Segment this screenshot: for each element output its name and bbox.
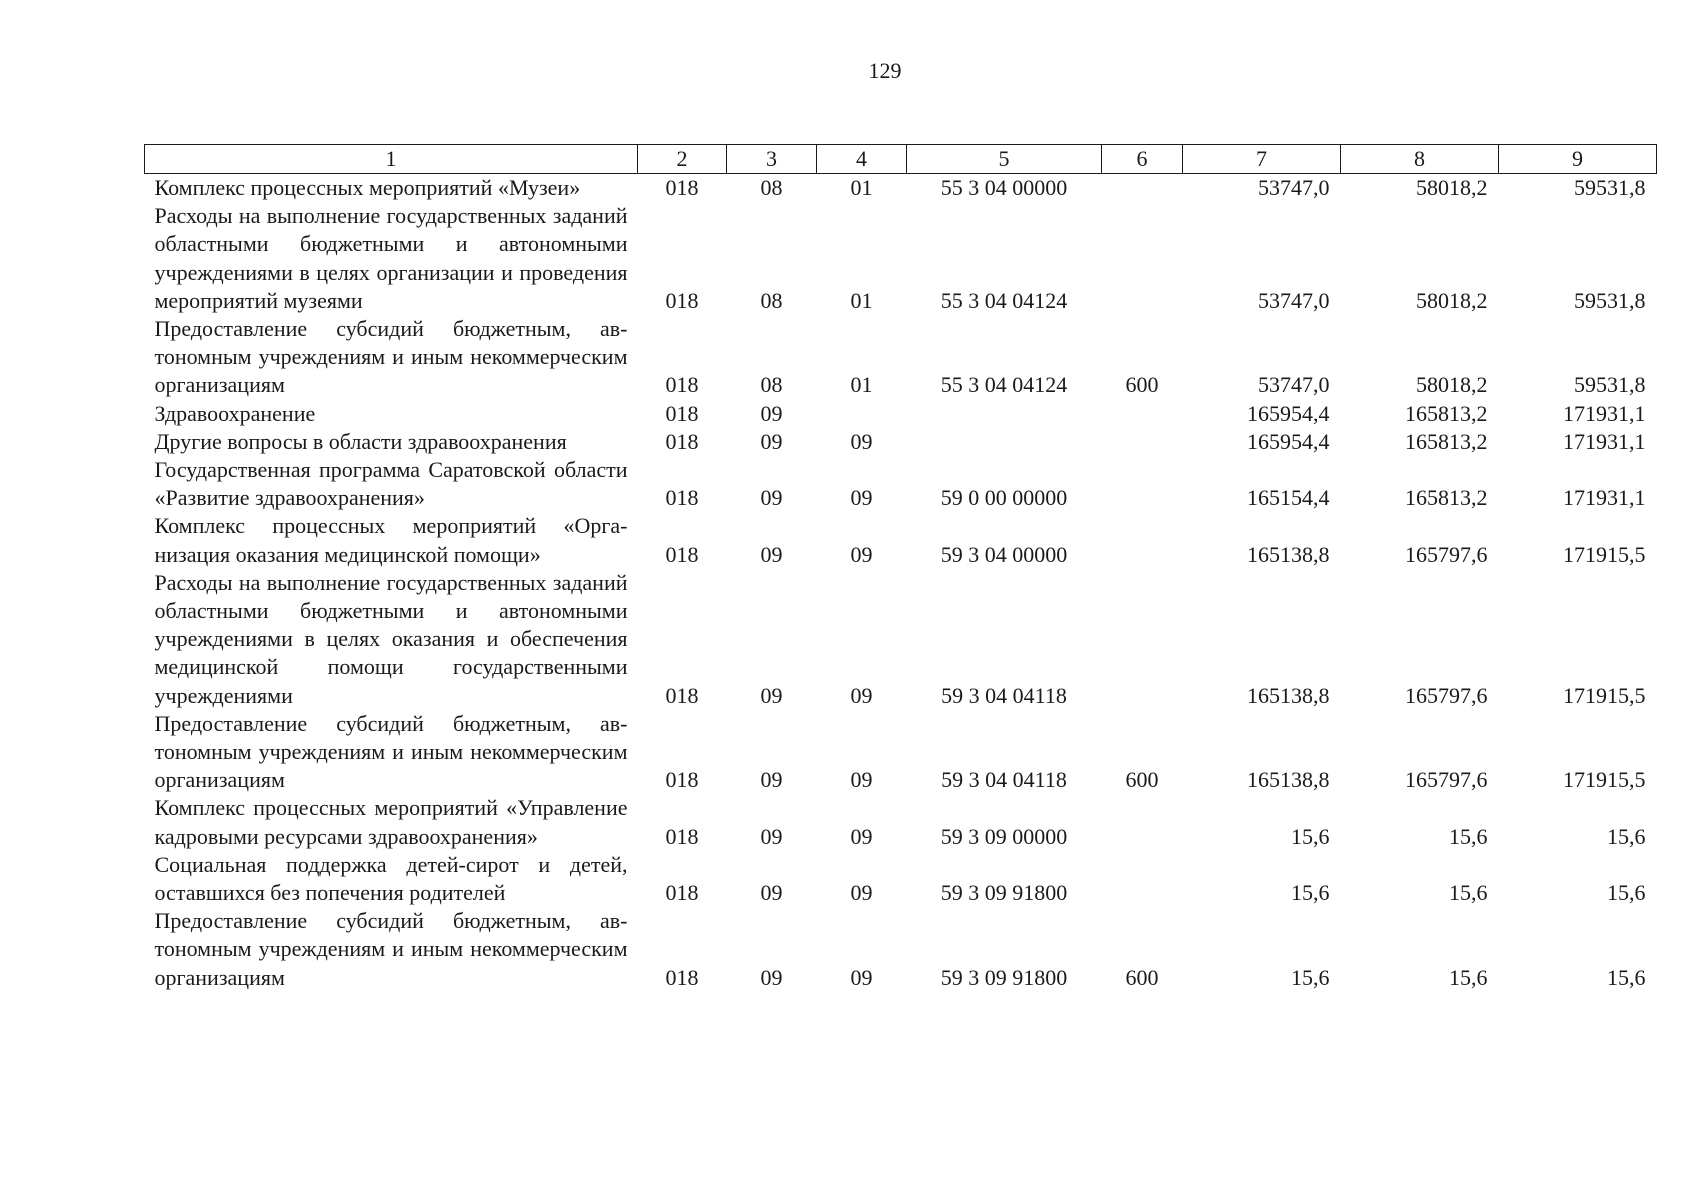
amount-col-7: 165154,4 [1247, 485, 1330, 511]
amount-col-9: 59531,8 [1574, 372, 1646, 398]
column-header-3: 3 [727, 145, 817, 174]
expense-type-code: 600 [1125, 767, 1159, 793]
table-header-row [145, 145, 1657, 174]
target-article-code: 59 3 04 04118 [941, 682, 1067, 708]
section-code: 09 [760, 880, 783, 906]
column-header-8: 8 [1341, 145, 1499, 174]
amount-col-8: 165797,6 [1405, 541, 1488, 567]
expense-name: Расходы на выполнение государственных заданий областными бюджетными и автономными учреждениями в целях оказания и обеспечения медицинской помощи государственными учреждениями [154, 569, 628, 708]
table-row [145, 512, 1657, 568]
expense-name: Комплекс процессных мероприятий «Музеи» [154, 175, 581, 200]
budget-table [144, 144, 1657, 992]
amount-col-8: 165813,2 [1405, 485, 1488, 511]
expense-type-code [1102, 400, 1183, 428]
table-row [145, 794, 1657, 850]
amount-col-9: 59531,8 [1574, 287, 1646, 313]
amount-col-9: 59531,8 [1574, 175, 1646, 200]
amount-col-7: 15,6 [1291, 823, 1330, 849]
table-row [145, 569, 1657, 710]
expense-name: Другие вопросы в области здравоохранения [154, 428, 567, 454]
subsection-code: 09 [850, 767, 873, 793]
amount-col-7: 53747,0 [1258, 287, 1330, 313]
ministry-code: 018 [665, 964, 699, 990]
amount-col-8: 15,6 [1449, 823, 1488, 849]
amount-col-7: 53747,0 [1258, 372, 1330, 398]
subsection-code: 09 [850, 428, 873, 454]
expense-name: Предоставление субсидий бюджетным, автономным учреждениям и иным некоммерческим организациям [154, 908, 628, 990]
ministry-code: 018 [665, 823, 699, 849]
expense-name: Здравоохранение [154, 400, 316, 426]
section-code: 09 [760, 485, 783, 511]
amount-col-8: 15,6 [1449, 964, 1488, 990]
table-row [145, 174, 1657, 203]
table-row [145, 202, 1657, 315]
amount-col-7: 165138,8 [1247, 682, 1330, 708]
section-code: 09 [760, 682, 783, 708]
amount-col-8: 165813,2 [1405, 400, 1488, 426]
section-code: 09 [760, 541, 783, 567]
expense-name: Расходы на выполнение государственных заданий областными бюджетными и автономными учреждениями в целях организации и проведения мероприятий музеями [154, 203, 628, 313]
expense-type-code [1102, 512, 1183, 568]
amount-col-7: 165138,8 [1247, 541, 1330, 567]
amount-col-7: 165954,4 [1247, 400, 1330, 426]
subsection-code: 09 [850, 541, 873, 567]
expense-type-code [1102, 794, 1183, 850]
ministry-code: 018 [665, 682, 699, 708]
expense-type-code [1102, 428, 1183, 456]
section-code: 09 [760, 823, 783, 849]
amount-col-9: 171915,5 [1563, 767, 1646, 793]
section-code: 09 [760, 400, 783, 426]
ministry-code: 018 [665, 767, 699, 793]
expense-name: Государственная программа Саратовской области «Развитие здравоохранения» [154, 457, 628, 511]
table-row [145, 428, 1657, 456]
amount-col-7: 165954,4 [1247, 428, 1330, 454]
ministry-code: 018 [665, 287, 699, 313]
expense-type-code: 600 [1125, 964, 1159, 990]
ministry-code: 018 [665, 428, 699, 454]
amount-col-8: 58018,2 [1416, 372, 1488, 398]
section-code: 08 [760, 175, 783, 200]
target-article-code: 59 3 09 00000 [940, 823, 1068, 849]
amount-col-8: 58018,2 [1416, 175, 1488, 200]
target-article-code: 59 3 09 91800 [940, 964, 1068, 990]
expense-name: Социальная поддержка детей-сирот и детей, оставшихся без попечения родителей [154, 851, 628, 906]
target-article-code [907, 400, 1102, 428]
amount-col-9: 171915,5 [1563, 682, 1646, 708]
subsection-code: 01 [850, 287, 873, 313]
amount-col-9: 171931,1 [1563, 485, 1646, 511]
section-code: 08 [760, 287, 783, 313]
column-header-2: 2 [638, 145, 727, 174]
subsection-code: 09 [850, 880, 873, 906]
table-row [145, 907, 1657, 992]
column-header-4: 4 [817, 145, 907, 174]
target-article-code: 55 3 04 04124 [940, 372, 1068, 398]
section-code: 08 [760, 372, 783, 398]
subsection-code [817, 400, 907, 428]
amount-col-8: 165797,6 [1405, 682, 1488, 708]
expense-type-code [1102, 202, 1183, 315]
amount-col-9: 15,6 [1607, 964, 1646, 990]
ministry-code: 018 [665, 880, 699, 906]
amount-col-9: 15,6 [1607, 823, 1646, 849]
amount-col-8: 165813,2 [1405, 428, 1488, 454]
column-header-9: 9 [1499, 145, 1657, 174]
column-header-7: 7 [1183, 145, 1341, 174]
column-header-6: 6 [1102, 145, 1183, 174]
target-article-code: 55 3 04 00000 [940, 175, 1068, 200]
amount-col-7: 15,6 [1291, 880, 1330, 906]
expense-type-code [1102, 851, 1183, 907]
ministry-code: 018 [665, 372, 699, 398]
table-row [145, 400, 1657, 428]
section-code: 09 [760, 767, 783, 793]
amount-col-7: 15,6 [1291, 964, 1330, 990]
amount-col-7: 165138,8 [1247, 767, 1330, 793]
expense-type-code [1102, 456, 1183, 512]
subsection-code: 09 [850, 964, 873, 990]
amount-col-9: 171931,1 [1563, 428, 1646, 454]
target-article-code: 59 3 04 00000 [940, 541, 1068, 567]
table-row [145, 851, 1657, 907]
column-header-5: 5 [907, 145, 1102, 174]
column-header-1: 1 [145, 145, 638, 174]
expense-type-code [1102, 174, 1183, 203]
subsection-code: 09 [850, 485, 873, 511]
amount-col-8: 58018,2 [1416, 287, 1488, 313]
ministry-code: 018 [665, 485, 699, 511]
section-code: 09 [760, 428, 783, 454]
amount-col-9: 171915,5 [1563, 541, 1646, 567]
target-article-code: 59 3 04 04118 [941, 767, 1067, 793]
page-number: 129 [868, 58, 902, 83]
subsection-code: 09 [850, 823, 873, 849]
expense-name: Предоставление субсидий бюджетным, автономным учреждениям и иным некоммерческим организациям [154, 316, 628, 398]
ministry-code: 018 [665, 400, 699, 426]
table-row [145, 710, 1657, 795]
expense-name: Предоставление субсидий бюджетным, автономным учреждениям и иным некоммерческим организациям [154, 710, 628, 793]
target-article-code: 59 0 00 00000 [940, 485, 1068, 511]
subsection-code: 01 [850, 372, 873, 398]
amount-col-9: 171931,1 [1563, 400, 1646, 426]
ministry-code: 018 [665, 541, 699, 567]
table-row [145, 315, 1657, 400]
subsection-code: 09 [850, 682, 873, 708]
expense-type-code: 600 [1125, 372, 1159, 398]
expense-name: Комплекс процессных мероприятий «Организация оказания медицинской помощи» [154, 513, 628, 567]
target-article-code: 59 3 09 91800 [940, 880, 1068, 906]
target-article-code [907, 428, 1102, 456]
amount-col-9: 15,6 [1607, 880, 1646, 906]
subsection-code: 01 [850, 175, 873, 200]
ministry-code: 018 [665, 175, 699, 200]
section-code: 09 [760, 964, 783, 990]
expense-type-code [1102, 569, 1183, 710]
table-row [145, 456, 1657, 512]
expense-name: Комплекс процессных мероприятий «Управление кадровыми ресурсами здравоохранения» [154, 795, 628, 849]
amount-col-8: 165797,6 [1405, 767, 1488, 793]
target-article-code: 55 3 04 04124 [940, 287, 1068, 313]
amount-col-8: 15,6 [1449, 880, 1488, 906]
amount-col-7: 53747,0 [1258, 175, 1330, 200]
